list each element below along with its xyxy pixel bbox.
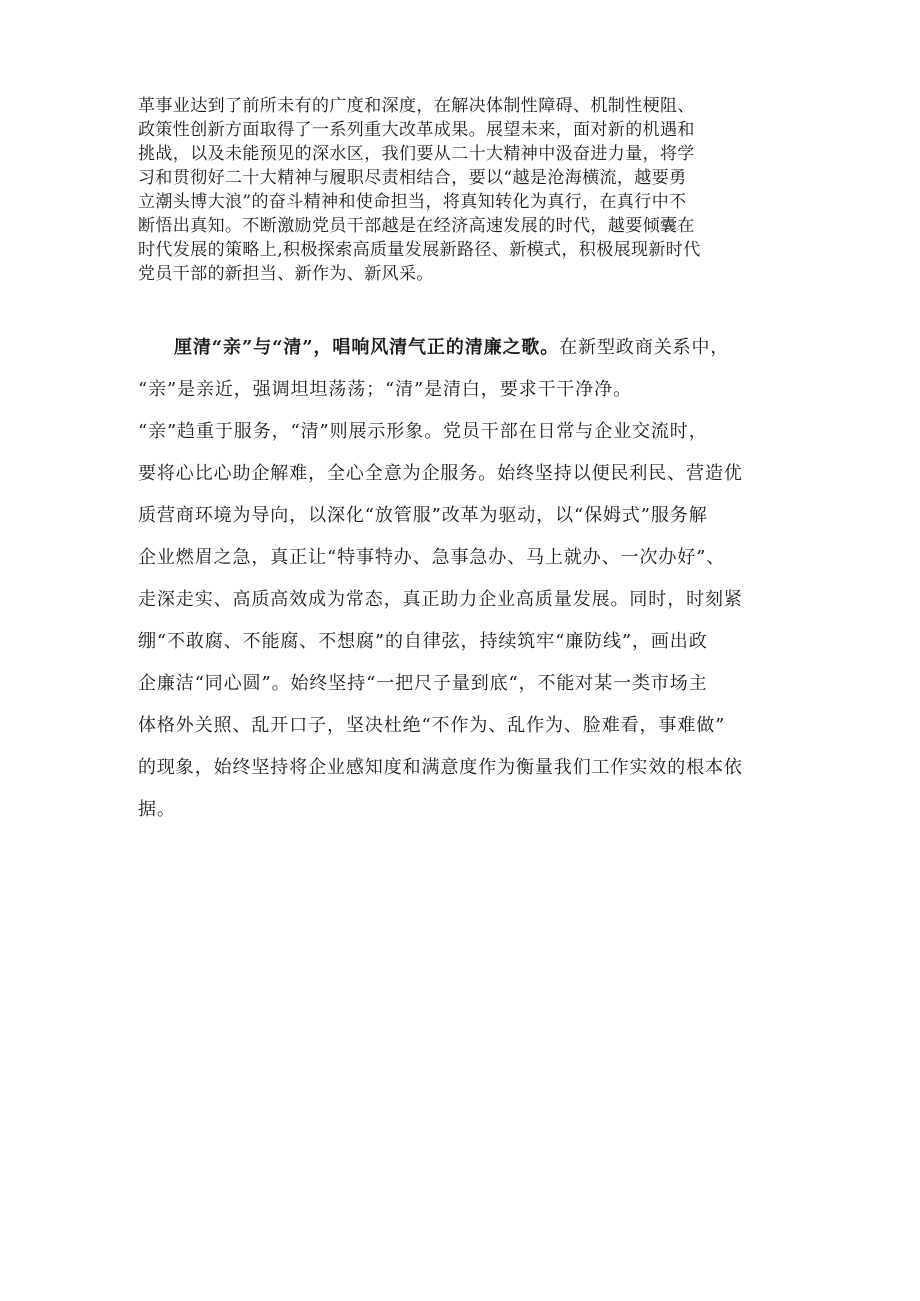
text-line: 党员干部的新担当、新作为、新风采。: [138, 264, 434, 284]
text-line: 立潮头博大浪”的奋斗精神和使命担当，将真知转化为真行，在真行中不: [138, 192, 687, 212]
text-line: 绷“不敢腐、不能腐、不想腐”的自律弦，持续筑牢“廉防线”，画出政: [138, 631, 708, 652]
text-line: 断悟出真知。不断激励党员干部越是在经济高速发展的时代，越要倾囊在: [138, 216, 695, 236]
section-heading: 厘清“亲”与“清”，唱响风清气正的清廉之歌。: [174, 337, 560, 358]
text-line: 革事业达到了前所未有的广度和深度，在解决体制性障碍、机制性梗阻、: [138, 96, 695, 116]
text-line: 据。: [138, 799, 176, 820]
text-line: 体格外关照、乱开口子，坚决杜绝“不作为、乱作为、脸难看，事难做”: [138, 715, 726, 736]
text-line: 政策性创新方面取得了一系列重大改革成果。展望未来，面对新的机遇和: [138, 120, 695, 140]
text-line: 挑战，以及未能预见的深水区，我们要从二十大精神中汲奋进力量，将学: [138, 144, 695, 164]
paragraph-2: [138, 327, 808, 831]
text-line: 时代发展的策略上,积极探索高质量发展新路径、新模式，积极展现新时代: [138, 240, 701, 260]
text-line: “亲”是亲近，强调坦坦荡荡；“清”是清白，要求干干净净。: [138, 379, 633, 400]
paragraph-first-line: [138, 327, 808, 369]
text-line: 要将心比心助企解难，全心全意为企服务。始终坚持以便民利民、营造优: [138, 463, 743, 484]
paragraph-1: [138, 94, 798, 286]
text-line: 质营商环境为导向，以深化“放管服”改革为驱动，以“保姆式”服务解: [138, 505, 708, 526]
text-line: “亲”趋重于服务，“清”则展示形象。党员干部在日常与企业交流时，: [138, 421, 708, 442]
text-line: 企业燃眉之急，真正让“特事特办、急事急办、马上就办、一次办好”、: [138, 547, 726, 568]
heading-continuation: 在新型政商关系中，: [559, 337, 730, 358]
text-line: 走深走实、高质高效成为常态，真正助力企业高质量发展。同时，时刻紧: [138, 589, 743, 610]
text-line: 习和贯彻好二十大精神与履职尽责相结合，要以“越是沧海横流，越要勇: [138, 168, 687, 188]
text-line: 企廉洁“同心圆”。始终坚持“一把尺子量到底“，不能对某一类市场主: [138, 673, 708, 694]
text-line: 的现象，始终坚持将企业感知度和满意度作为衡量我们工作实效的根本依: [138, 757, 743, 778]
